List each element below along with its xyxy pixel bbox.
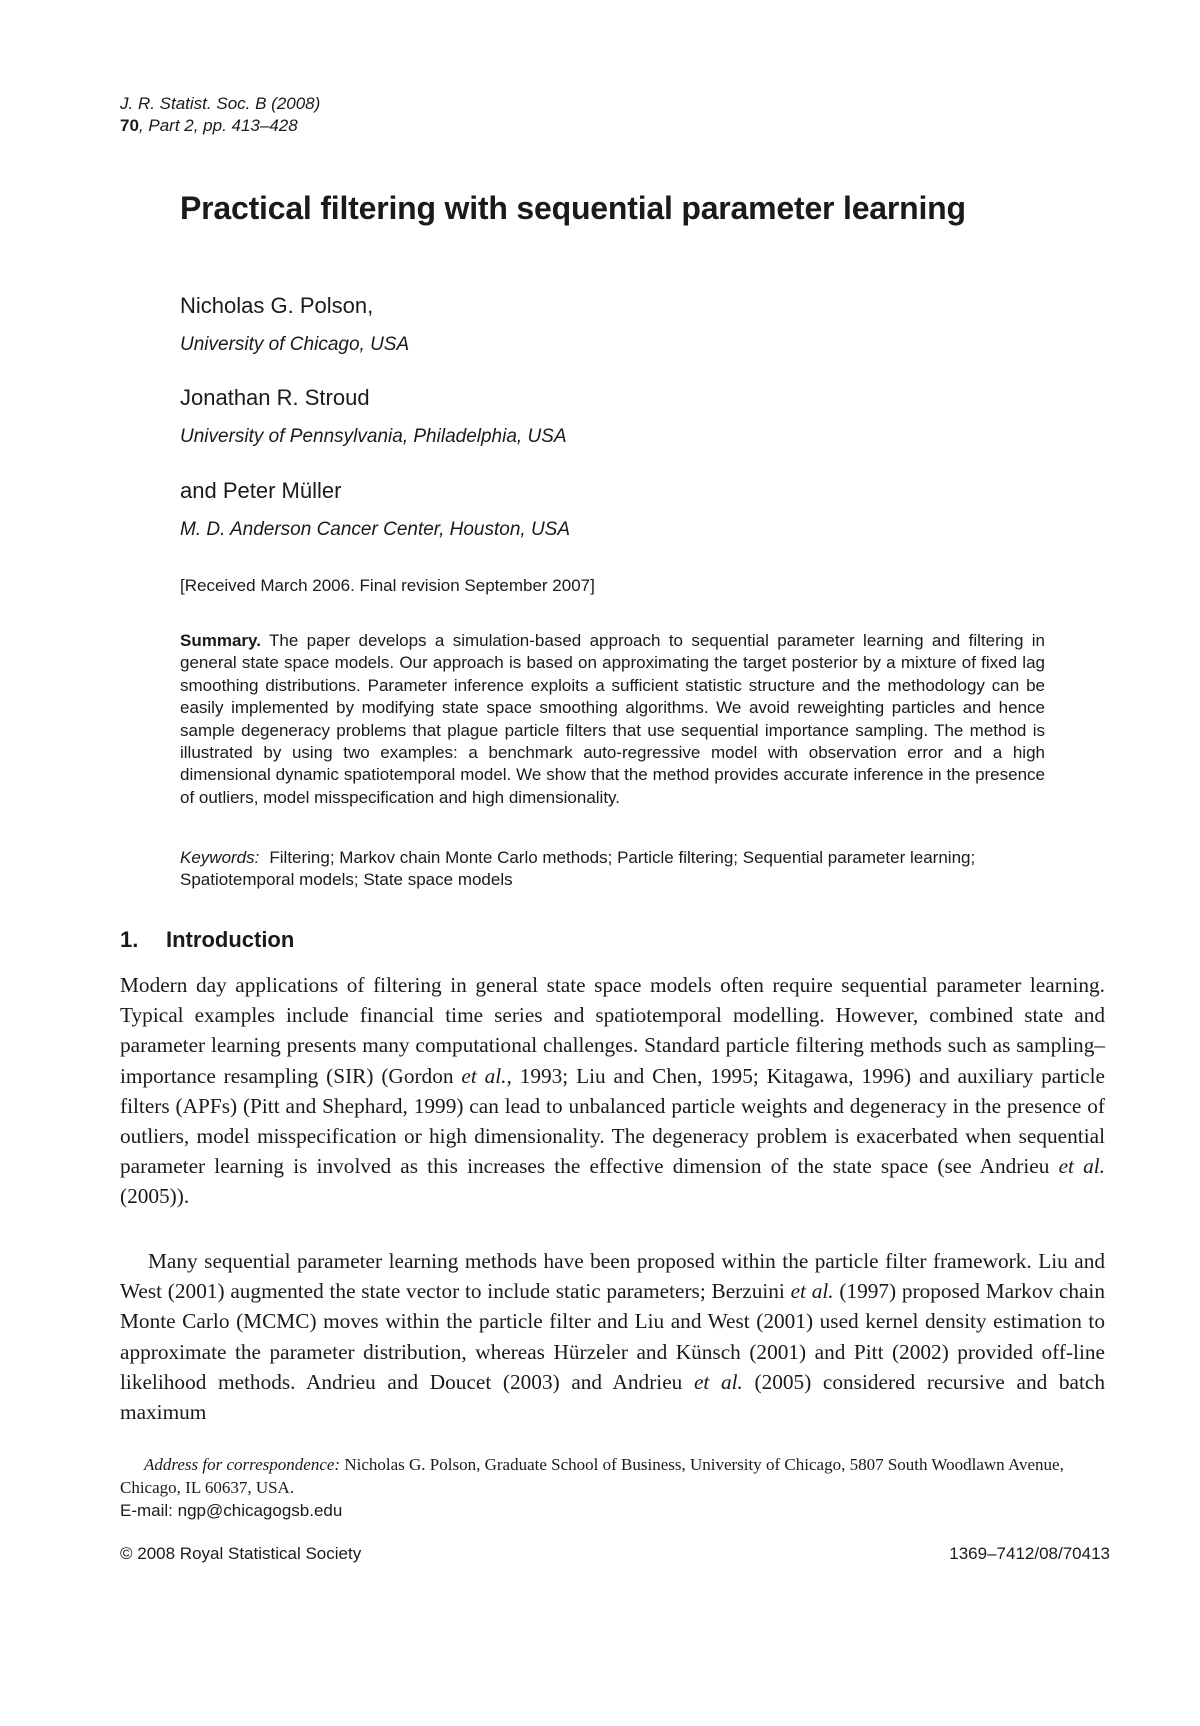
author-affiliation: University of Pennsylvania, Philadelphia, USA: [180, 426, 567, 447]
section-title: Introduction: [166, 927, 295, 952]
text-run: Many sequential parameter learning methods have been proposed within the particle filter framework. Liu and West (2001) augmented the state vector to include static parameters; Berzuini: [120, 1249, 1105, 1304]
text-run: (2005)).: [120, 1184, 190, 1209]
text-run-italic: et al.: [1058, 1154, 1105, 1179]
author-affiliation: University of Chicago, USA: [180, 334, 410, 355]
text-run: , 1993; Liu and Chen, 1995; Kitagawa, 1996) and auxiliary particle filters (APFs) (Pitt and Shephard, 1999) can lead to unbalanced particle weights and degeneracy in the presence of outliers, model misspecification or high dimensionality. The degeneracy problem is exacerbated when sequential parameter learning is involved as this increases the effective dimension of the state space (see Andrieu: [120, 1063, 1105, 1179]
text-run-italic: et al.: [461, 1063, 507, 1088]
author-name: and Peter Müller: [180, 478, 342, 503]
received-dates: [Received March 2006. Final revision September 2007]: [180, 576, 595, 595]
correspondence-address: [120, 1453, 1105, 1499]
summary-label: Summary.: [180, 631, 261, 650]
section-number: 1.: [120, 927, 139, 952]
body-paragraph: [120, 1246, 1105, 1427]
journal-citation: J. R. Statist. Soc. B (2008): [120, 94, 321, 113]
volume-line: [120, 115, 320, 137]
text-run: (1997) proposed Markov chain Monte Carlo (MCMC) moves within the particle filter and Liu and West (2001) used kernel density estimation to approximate the parameter distribution, whereas Hürzeler and Künsch (2001) and Pitt (2002) provided off-line likelihood methods. Andrieu and Doucet (2003) and Andrieu: [120, 1279, 1105, 1394]
address-text: Nicholas G. Polson, Graduate School of Business, University of Chicago, 5807 South Woodlawn Avenue, Chicago, IL 60637, USA.: [120, 1455, 1064, 1497]
volume-number: 70: [120, 116, 139, 135]
text-run: Modern day applications of filtering in general state space models often require sequential parameter learning. Typical examples include financial time series and spatiotemporal modelling. However, combined state and parameter learning presents many computational challenges. Standard particle filtering methods such as sampling–importance resampling (SIR) (Gordon: [120, 973, 1105, 1088]
section-heading: [120, 926, 294, 954]
body-paragraph: [120, 970, 1105, 1212]
copyright-notice: © 2008 Royal Statistical Society: [120, 1544, 362, 1563]
correspondence-footnote: [120, 1453, 1105, 1522]
correspondence-email: E-mail: ngp@chicagogsb.edu: [120, 1501, 343, 1520]
journal-header: [120, 93, 320, 137]
keywords-label: Keywords:: [180, 848, 260, 867]
author-name: Nicholas G. Polson,: [180, 293, 374, 318]
summary-abstract: [180, 630, 1045, 809]
keywords: [180, 847, 1030, 892]
issn-code: 1369–7412/08/70413: [949, 1544, 1110, 1563]
text-run: (2005) considered recursive and batch maximum: [120, 1369, 1106, 1425]
paper-title: Practical filtering with sequential parameter learning: [180, 190, 966, 226]
summary-text: The paper develops a simulation-based approach to sequential parameter learning and filtering in general state space models. Our approach is based on approximating the target posterior by a mixture of fixed lag smoothing distributions. Parameter inference exploits a sufficient statistic structure and the methodology can be easily implemented by modifying state space smoothing algorithms. We avoid reweighting particles and hence sample degeneracy problems that plague particle filters that use sequential importance sampling. The method is illustrated by using two examples: a benchmark auto-regressive model with observation error and a high dimensional dynamic spatiotemporal model. We show that the method provides accurate inference in the presence of outliers, model misspecification and high dimensionality.: [180, 631, 1046, 807]
correspondence-label: Address for correspondence:: [144, 1455, 341, 1474]
author-name: Jonathan R. Stroud: [180, 385, 370, 410]
text-run-italic: et al.: [790, 1279, 834, 1304]
keywords-text: Filtering; Markov chain Monte Carlo methods; Particle filtering; Sequential parameter learning; Spatiotemporal models; State space models: [180, 848, 976, 890]
part-pages: , Part 2, pp. 413–428: [138, 116, 298, 135]
author-affiliation: M. D. Anderson Cancer Center, Houston, USA: [180, 519, 571, 540]
text-run-italic: et al.: [693, 1369, 743, 1394]
